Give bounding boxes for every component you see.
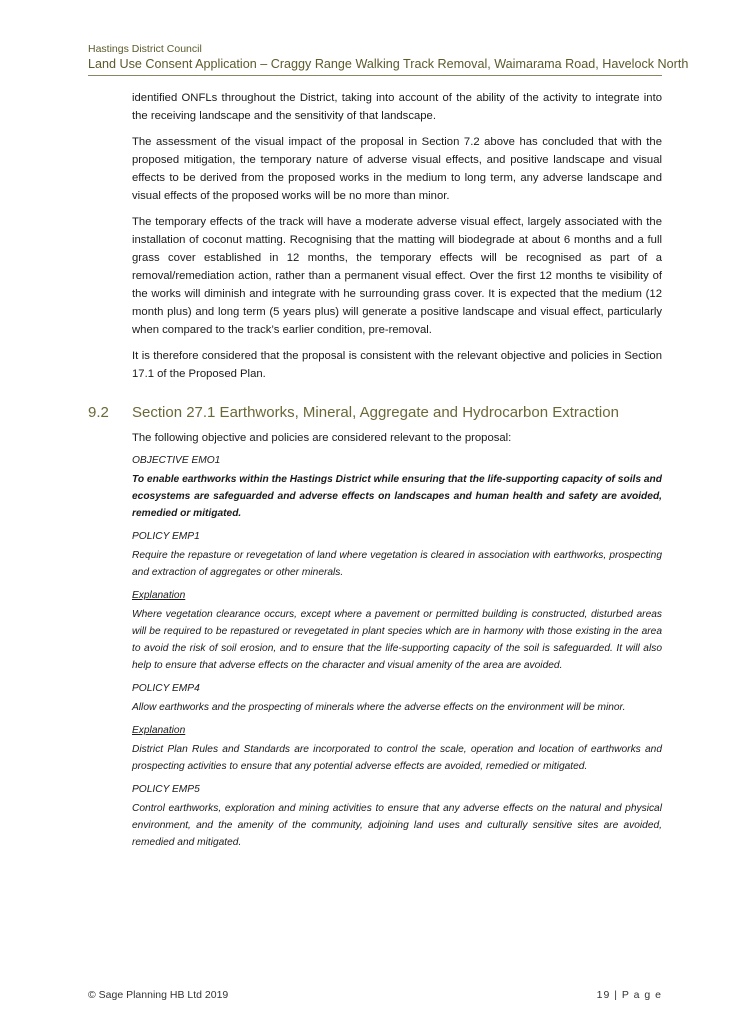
section-heading [88, 404, 662, 426]
section-number: 9.2 [88, 404, 109, 421]
body-paragraphs [132, 89, 662, 387]
paragraph-visual-assessment: The assessment of the visual impact of the proposal in Section 7.2 above has concluded that with the proposed mitigation, the temporary nature of adverse visual effects, and positive landscape and visual effects to be derived from the proposed works in the medium to long term, any adverse landscape and visual effects of the proposed works will be no more than minor. [132, 136, 662, 202]
section-content [132, 430, 662, 858]
policy-emp5-text: Control earthworks, exploration and mining activities to ensure that any adverse effects on the natural and physical environment, and the amenity of the community, adjoining land uses and culturally sensitive sites are avoided, remedied and mitigated. [132, 803, 662, 848]
header-document-title: Land Use Consent Application – Craggy Range Walking Track Removal, Waimarama Road, Havelock North [88, 57, 689, 71]
policy-emp4-explanation-heading: Explanation [132, 725, 186, 736]
section-intro: The following objective and policies are considered relevant to the proposal: [132, 432, 512, 444]
paragraph-conclusion: It is therefore considered that the proposal is consistent with the relevant objective and policies in Section 17.1 of the Proposed Plan. [132, 350, 662, 380]
policy-emp1-text: Require the repasture or revegetation of land where vegetation is cleared in association with earthworks, prospecting and extraction of aggregates or other minerals. [132, 550, 662, 578]
page-header [88, 42, 689, 72]
objective-emo1-heading: OBJECTIVE EMO1 [132, 455, 221, 466]
objective-emo1-text: To enable earthworks within the Hastings District while ensuring that the life-supporting capacity of soils and ecosystems are safeguarded and adverse effects on landscapes and human health and safety are avoided, remedied or mitigated. [132, 474, 662, 519]
header-organisation: Hastings District Council [88, 43, 202, 55]
policy-emp4-heading: POLICY EMP4 [132, 683, 200, 694]
footer-page-number: 19 | P a g e [596, 989, 662, 1001]
header-divider [88, 75, 662, 76]
policy-emp4-text: Allow earthworks and the prospecting of minerals where the adverse effects on the environment will be minor. [132, 702, 626, 713]
policy-emp5-heading: POLICY EMP5 [132, 784, 200, 795]
policy-emp1-explanation: Where vegetation clearance occurs, except where a pavement or permitted building is constructed, disturbed areas will be required to be repastured or revegetated in plant species which are in harmony with those existing in the area to avoid the risk of soil erosion, and to ensure that the life-supporting capacity of the soil is safeguarded. It will also help to ensure that adverse effects on the character and visual amenity of the area are avoided. [132, 609, 662, 671]
policy-emp1-heading: POLICY EMP1 [132, 531, 200, 542]
footer-copyright: © Sage Planning HB Ltd 2019 [88, 989, 229, 1001]
section-title: Section 27.1 Earthworks, Mineral, Aggregate and Hydrocarbon Extraction [132, 404, 619, 421]
policy-emp1-explanation-heading: Explanation [132, 590, 186, 601]
paragraph-onfl: identified ONFLs throughout the District, taking into account of the ability of the activity to integrate into the receiving landscape and the sensitivity of that landscape. [132, 92, 662, 122]
policy-emp4-explanation: District Plan Rules and Standards are incorporated to control the scale, operation and location of earthworks and prospecting activities to ensure that any potential adverse effects are avoided, remedied or mitigated. [132, 744, 662, 772]
paragraph-temporary-effects: The temporary effects of the track will have a moderate adverse visual effect, largely associated with the installation of coconut matting. Recognising that the matting will biodegrade at about 6 months and a full grass cover established in 12 months, the temporary effects will be recognised as part of a removal/remediation action, rather than a permanent visual effect. Over the first 12 months te visibility of the works will diminish and integrate with he surrounding grass cover. It is expected that the medium (12 month plus) and long term (5 years plus) will generate a positive landscape and visual effect, particularly when compared to the track’s earlier condition, pre-removal. [132, 216, 662, 336]
